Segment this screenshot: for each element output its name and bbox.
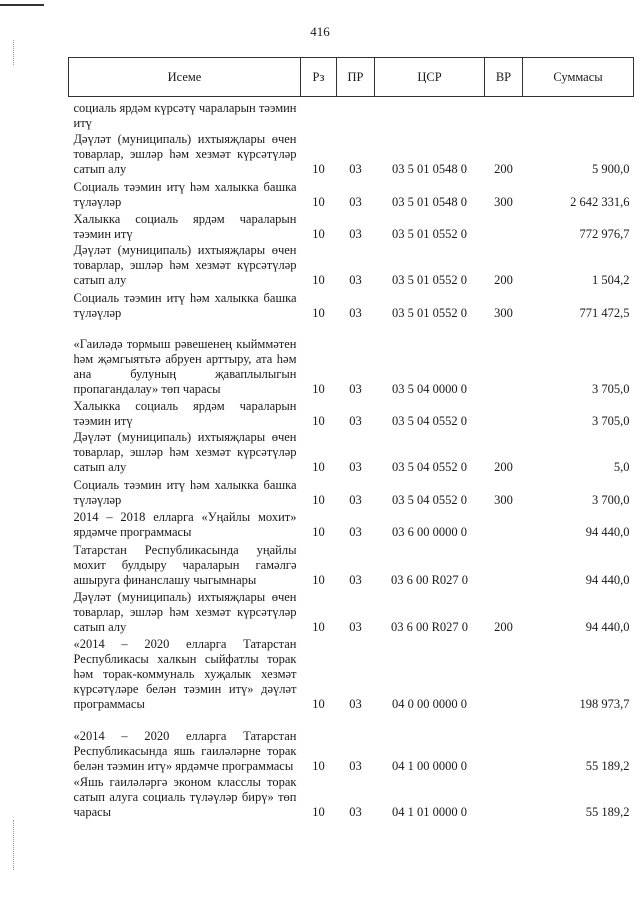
row-csr: 03 6 00 0000 0 <box>392 525 467 539</box>
row-vr <box>485 540 523 588</box>
table-row <box>69 774 634 820</box>
row-csr: 03 5 01 0548 0 <box>392 162 467 176</box>
row-vr <box>485 508 523 540</box>
row-rz: 10 <box>312 493 325 507</box>
row-vr: 300 <box>494 195 513 209</box>
row-name: Татарстан Республикасында уңайлы мохит булдыру чараларын гамәлгә ашыруга финанслашу чыгымнары <box>73 543 297 587</box>
row-pr: 03 <box>349 227 362 241</box>
row-rz: 10 <box>312 620 325 634</box>
row-rz: 10 <box>312 525 325 539</box>
row-pr: 03 <box>349 382 362 396</box>
budget-table <box>68 57 634 820</box>
row-vr: 300 <box>494 493 513 507</box>
row-vr <box>485 712 523 774</box>
table-row <box>69 540 634 588</box>
header-csr: ЦСР <box>375 58 485 97</box>
row-sum: 771 472,5 <box>579 306 630 320</box>
row-rz <box>301 97 337 132</box>
row-pr: 03 <box>349 525 362 539</box>
row-sum: 55 189,2 <box>585 759 630 773</box>
row-rz: 10 <box>312 759 325 773</box>
row-sum: 3 700,0 <box>592 493 630 507</box>
row-sum: 55 189,2 <box>585 805 630 819</box>
row-rz: 10 <box>312 805 325 819</box>
margin-dotted-line <box>13 40 15 65</box>
table-row <box>69 288 634 321</box>
row-sum: 2 642 331,6 <box>570 195 630 209</box>
row-pr: 03 <box>349 195 362 209</box>
row-name: Халыкка социаль ярдәм чараларын тәэмин итү <box>73 212 297 241</box>
row-name: Дәүләт (муниципаль) ихтыяҗлары өчен товарлар, эшләр һәм хезмәт күрсәтүләр сатып алу <box>73 132 297 176</box>
row-csr: 03 5 04 0552 0 <box>392 493 467 507</box>
row-csr: 03 5 01 0552 0 <box>392 306 467 320</box>
row-sum: 94 440,0 <box>585 620 630 634</box>
row-name: «Гаиләдә тормыш рәвешенең кыйммәтен һәм җәмгыятьтә абруен арттыру, ата һәм ана булуның җаваплылыгын пропагандалау» төп чарасы <box>73 337 297 396</box>
row-sum: 772 976,7 <box>579 227 630 241</box>
row-rz: 10 <box>312 195 325 209</box>
row-csr: 03 6 00 R027 0 <box>390 620 469 634</box>
row-vr: 200 <box>494 620 513 634</box>
row-csr: 03 5 04 0552 0 <box>392 460 467 474</box>
row-pr: 03 <box>349 493 362 507</box>
row-csr: 03 5 01 0548 0 <box>392 195 467 209</box>
row-name: Социаль тәэмин итү һәм халыкка башка түләүләр <box>73 478 297 507</box>
row-vr <box>485 397 523 429</box>
row-sum: 3 705,0 <box>592 382 630 396</box>
row-name: Халыкка социаль ярдәм чараларын тәэмин итү <box>73 399 297 428</box>
row-pr: 03 <box>349 460 362 474</box>
row-vr <box>485 321 523 397</box>
row-csr: 04 1 00 0000 0 <box>392 759 467 773</box>
row-sum: 94 440,0 <box>585 525 630 539</box>
row-rz: 10 <box>312 162 325 176</box>
row-csr: 03 6 00 R027 0 <box>390 573 469 587</box>
table-row <box>69 508 634 540</box>
row-csr <box>375 97 485 132</box>
row-vr <box>485 97 523 132</box>
row-csr: 03 5 01 0552 0 <box>392 273 467 287</box>
row-pr: 03 <box>349 573 362 587</box>
header-rz: Рз <box>301 58 337 97</box>
header-name: Исеме <box>69 58 301 97</box>
table-header-row <box>69 58 634 97</box>
row-pr <box>337 97 375 132</box>
row-name: Дәүләт (муниципаль) ихтыяҗлары өчен товарлар, эшләр һәм хезмәт күрсәтүләр сатып алу <box>73 243 297 287</box>
row-name: Дәүләт (муниципаль) ихтыяҗлары өчен товарлар, эшләр һәм хезмәт күрсәтүләр сатып алу <box>73 430 297 474</box>
margin-dotted-line <box>13 820 15 870</box>
row-pr: 03 <box>349 273 362 287</box>
page-number: 416 <box>310 24 330 39</box>
row-name: 2014 – 2018 елларга «Уңайлы мохит» ярдәмче программасы <box>73 510 297 539</box>
row-csr: 03 5 04 0552 0 <box>392 414 467 428</box>
row-rz: 10 <box>312 697 325 711</box>
row-vr <box>485 210 523 242</box>
table-row <box>69 712 634 774</box>
row-sum: 94 440,0 <box>585 573 630 587</box>
row-pr: 03 <box>349 697 362 711</box>
table-row <box>69 177 634 210</box>
row-vr: 200 <box>494 273 513 287</box>
table-row <box>69 97 634 132</box>
row-vr: 200 <box>494 162 513 176</box>
row-csr: 03 5 01 0552 0 <box>392 227 467 241</box>
table-row <box>69 242 634 288</box>
row-csr: 03 5 04 0000 0 <box>392 382 467 396</box>
header-vr: ВР <box>485 58 523 97</box>
header-sum: Суммасы <box>523 58 634 97</box>
row-csr: 04 0 00 0000 0 <box>392 697 467 711</box>
row-vr: 300 <box>494 306 513 320</box>
row-pr: 03 <box>349 414 362 428</box>
row-sum: 1 504,2 <box>592 273 630 287</box>
row-name: социаль ярдәм күрсәтү чараларын тәэмин итү <box>73 101 297 130</box>
table-row <box>69 635 634 712</box>
row-vr: 200 <box>494 460 513 474</box>
table-row <box>69 397 634 429</box>
row-pr: 03 <box>349 306 362 320</box>
row-rz: 10 <box>312 573 325 587</box>
row-vr <box>485 774 523 820</box>
table-row <box>69 131 634 177</box>
row-name: Социаль тәэмин итү һәм халыкка башка түләүләр <box>73 180 297 209</box>
row-name: «Яшь гаиләләргә эконом класслы торак сатып алуга социаль түләүләр бирү» төп чарасы <box>73 775 297 819</box>
row-sum <box>523 97 634 132</box>
row-name: Дәүләт (муниципаль) ихтыяҗлары өчен товарлар, эшләр һәм хезмәт күрсәтүләр сатып алу <box>73 590 297 634</box>
table-row <box>69 475 634 508</box>
row-rz: 10 <box>312 306 325 320</box>
row-rz: 10 <box>312 460 325 474</box>
row-csr: 04 1 01 0000 0 <box>392 805 467 819</box>
row-name: «2014 – 2020 елларга Татарстан Республикасында яшь гаиләләрне торак белән тәэмин итү» ярдәмче программасы <box>73 729 297 773</box>
row-pr: 03 <box>349 805 362 819</box>
row-rz: 10 <box>312 414 325 428</box>
row-sum: 5 900,0 <box>592 162 630 176</box>
row-sum: 3 705,0 <box>592 414 630 428</box>
row-pr: 03 <box>349 162 362 176</box>
row-pr: 03 <box>349 620 362 634</box>
table-row <box>69 321 634 397</box>
table-row <box>69 210 634 242</box>
row-sum: 5,0 <box>613 460 630 474</box>
row-name: «2014 – 2020 елларга Татарстан Республикасы халкын сыйфатлы торак һәм торак-коммуналь хуҗалык хезмәт күрсәтүләре белән тәэмин итү» дәүләт программасы <box>73 637 297 711</box>
row-sum: 198 973,7 <box>579 697 630 711</box>
header-pr: ПР <box>337 58 375 97</box>
top-rule <box>0 4 44 6</box>
row-rz: 10 <box>312 273 325 287</box>
row-pr: 03 <box>349 759 362 773</box>
table-row <box>69 429 634 475</box>
row-vr <box>485 635 523 712</box>
row-name: Социаль тәэмин итү һәм халыкка башка түләүләр <box>73 291 297 320</box>
table-row <box>69 588 634 635</box>
row-rz: 10 <box>312 382 325 396</box>
row-rz: 10 <box>312 227 325 241</box>
